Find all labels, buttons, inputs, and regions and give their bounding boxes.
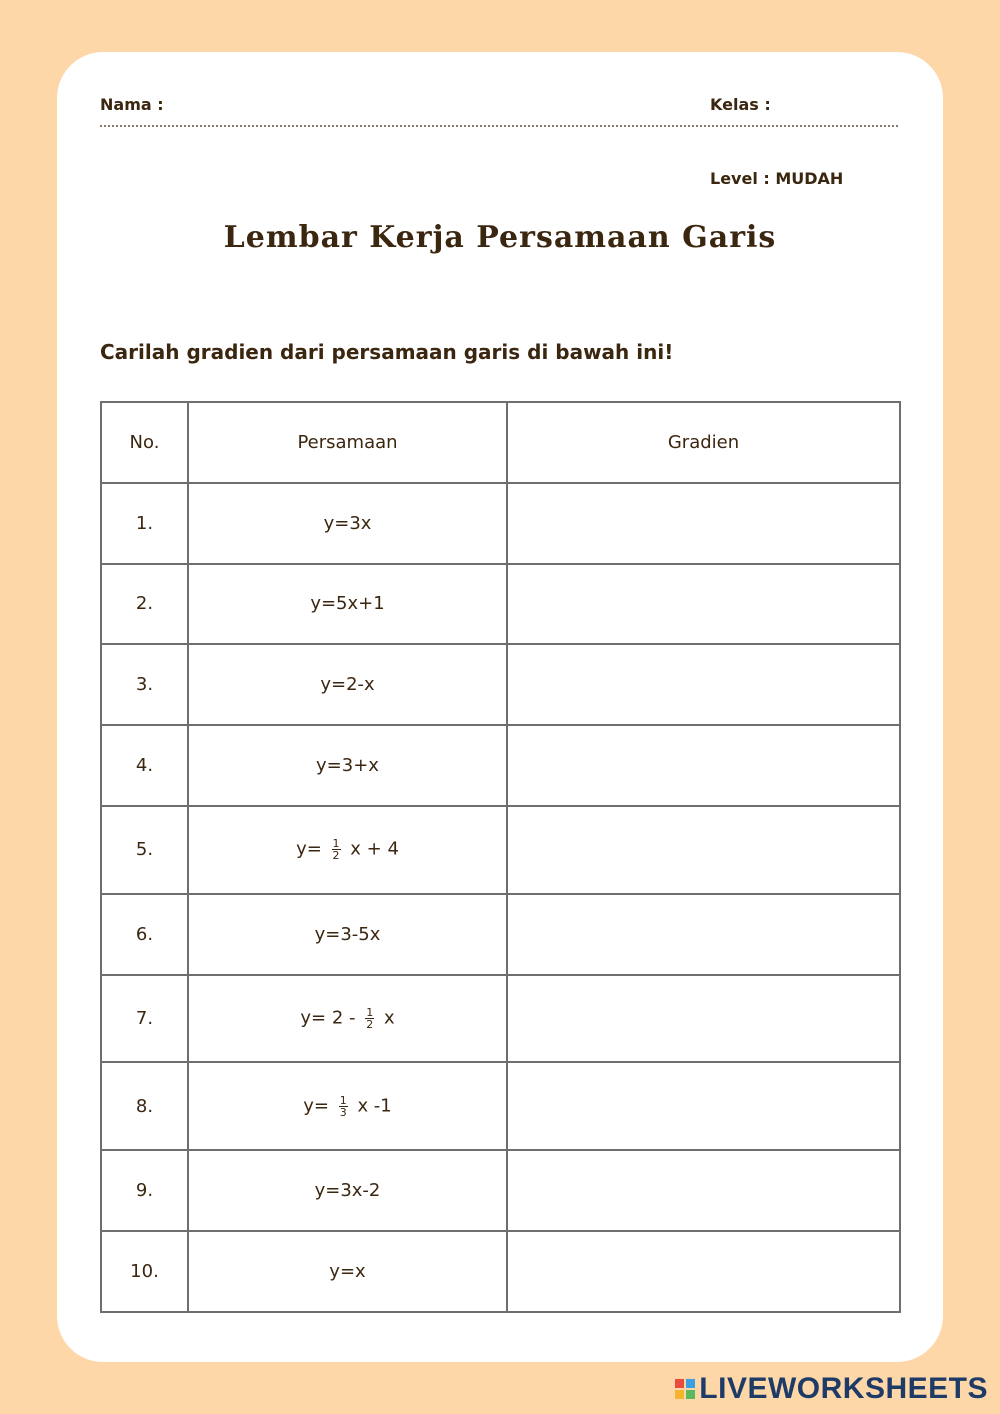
- fraction-denominator: 3: [339, 1105, 347, 1119]
- header-persamaan: Persamaan: [188, 402, 507, 483]
- instruction-text: Carilah gradien dari persamaan garis di bawah ini!: [100, 340, 674, 364]
- equation-cell: y=3+x: [188, 725, 507, 806]
- liveworksheets-logo[interactable]: [675, 1372, 988, 1406]
- row-number: 10.: [101, 1231, 188, 1312]
- logo-blocks-icon: [675, 1379, 695, 1399]
- header-gradien: Gradien: [507, 402, 900, 483]
- worksheet-table: [100, 401, 901, 1313]
- equation-suffix: x: [383, 1007, 395, 1029]
- fraction-denominator: 2: [332, 849, 340, 863]
- kelas-label: Kelas :: [710, 95, 771, 114]
- row-number: 7.: [101, 975, 188, 1063]
- equation-cell: [188, 806, 507, 894]
- table-row: [101, 483, 900, 564]
- row-number: 6.: [101, 894, 188, 975]
- gradient-answer-cell[interactable]: [507, 725, 900, 806]
- header-no: No.: [101, 402, 188, 483]
- gradient-answer-cell[interactable]: [507, 483, 900, 564]
- page-title: Lembar Kerja Persamaan Garis: [223, 220, 777, 255]
- table-row: [101, 644, 900, 725]
- equation-cell: y=3-5x: [188, 894, 507, 975]
- equation-cell: y=x: [188, 1231, 507, 1312]
- equation-prefix: y= 2 -: [300, 1007, 356, 1029]
- table-row: [101, 725, 900, 806]
- gradient-answer-cell[interactable]: [507, 644, 900, 725]
- equation-cell: [188, 1062, 507, 1150]
- equation-prefix: y=: [296, 838, 322, 860]
- fraction-numerator: 1: [332, 837, 340, 851]
- name-line-divider: [100, 125, 898, 127]
- equation-prefix: y=: [303, 1095, 329, 1117]
- fraction-numerator: 1: [366, 1006, 374, 1020]
- logo-text: LIVEWORKSHEETS: [699, 1372, 988, 1405]
- table-row: [101, 806, 900, 894]
- table-row: [101, 1150, 900, 1231]
- level-label: Level : MUDAH: [710, 169, 844, 188]
- table-row: [101, 975, 900, 1063]
- gradient-answer-cell[interactable]: [507, 564, 900, 645]
- gradient-answer-cell[interactable]: [507, 975, 900, 1063]
- equation-suffix: x + 4: [350, 838, 399, 860]
- gradient-answer-cell[interactable]: [507, 1231, 900, 1312]
- table-row: [101, 1062, 900, 1150]
- gradient-answer-cell[interactable]: [507, 1062, 900, 1150]
- row-number: 2.: [101, 564, 188, 645]
- row-number: 8.: [101, 1062, 188, 1150]
- equation-cell: y=3x: [188, 483, 507, 564]
- fraction-numerator: 1: [339, 1093, 347, 1107]
- equation-cell: y=5x+1: [188, 564, 507, 645]
- gradient-answer-cell[interactable]: [507, 894, 900, 975]
- fraction-denominator: 2: [366, 1018, 374, 1032]
- table-row: [101, 1231, 900, 1312]
- row-number: 1.: [101, 483, 188, 564]
- equation-cell: y=3x-2: [188, 1150, 507, 1231]
- fraction: [332, 838, 341, 861]
- table-row: [101, 564, 900, 645]
- equation-cell: [188, 975, 507, 1063]
- fraction: [339, 1095, 348, 1118]
- table-header-row: [101, 402, 900, 483]
- fraction: [365, 1007, 374, 1030]
- gradient-answer-cell[interactable]: [507, 1150, 900, 1231]
- equation-suffix: x -1: [357, 1095, 392, 1117]
- row-number: 4.: [101, 725, 188, 806]
- equation-cell: y=2-x: [188, 644, 507, 725]
- nama-label: Nama :: [100, 95, 164, 114]
- row-number: 5.: [101, 806, 188, 894]
- row-number: 9.: [101, 1150, 188, 1231]
- row-number: 3.: [101, 644, 188, 725]
- gradient-answer-cell[interactable]: [507, 806, 900, 894]
- table-row: [101, 894, 900, 975]
